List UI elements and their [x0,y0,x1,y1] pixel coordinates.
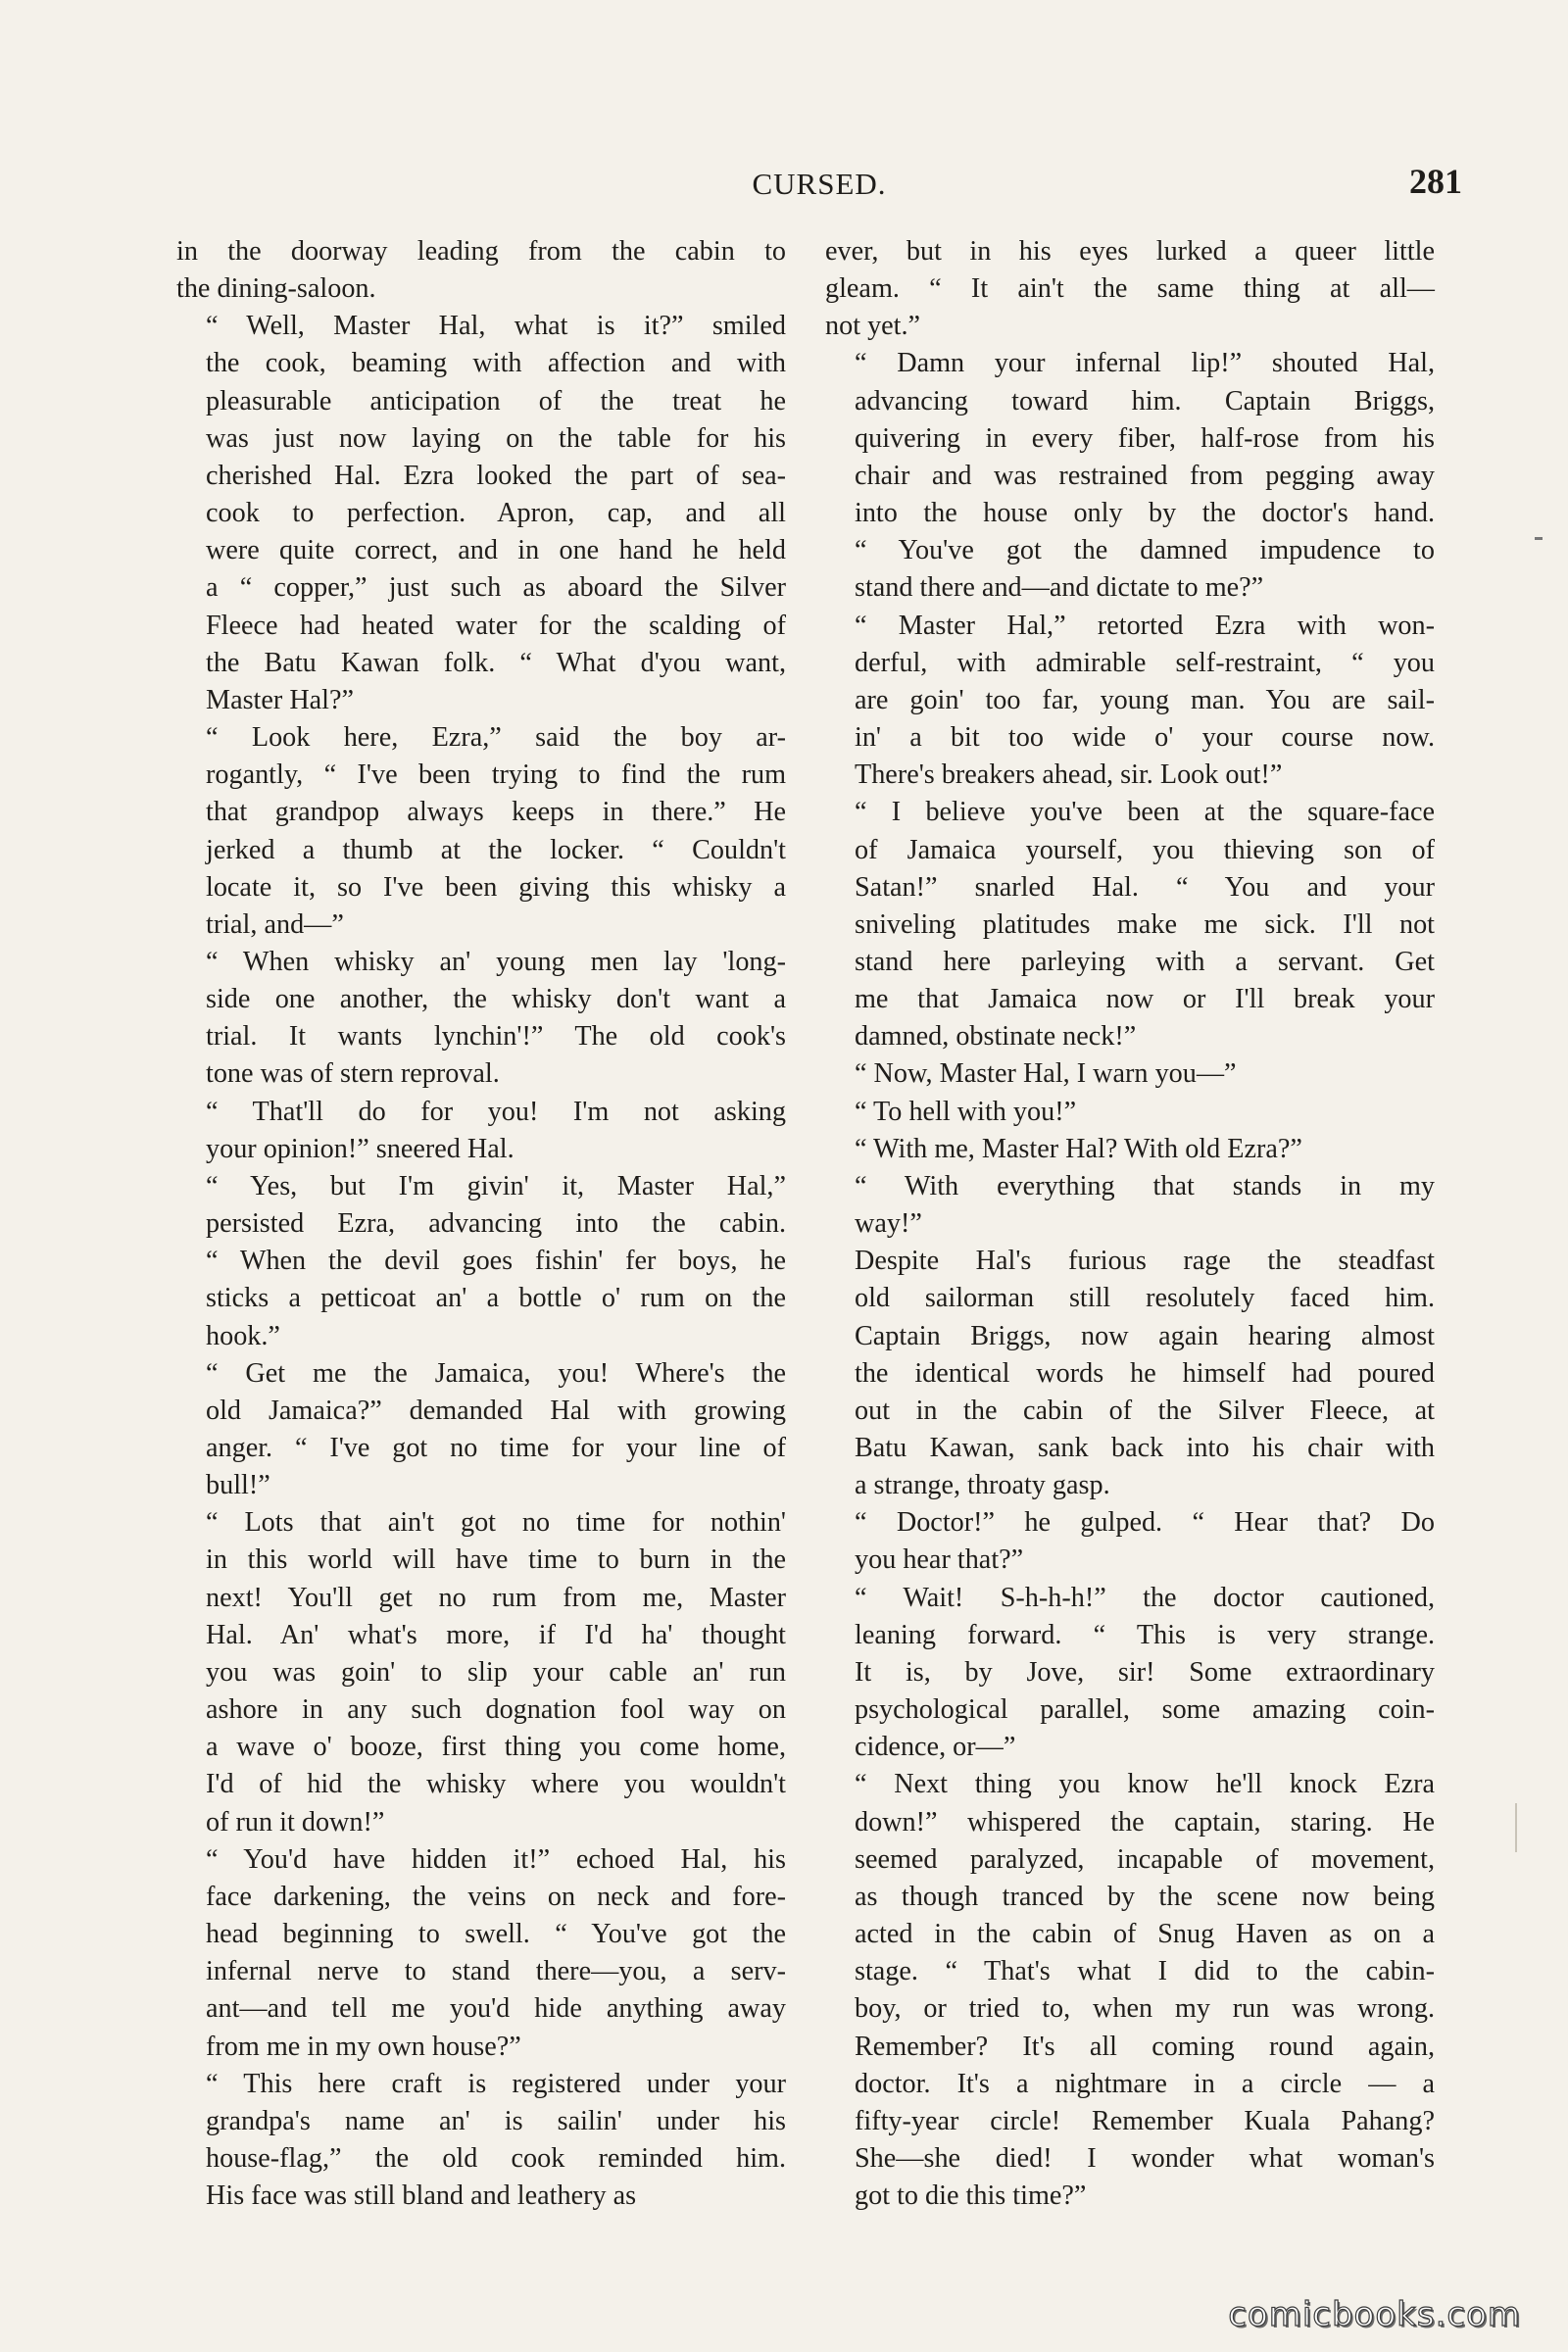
left-text-column [176,233,786,2215]
text-line: “ You've got the damned impudence to [855,535,1435,566]
paragraph [825,1243,1435,1504]
text-line: you was goin' to slip your cable an' run [206,1656,786,1688]
text-line: your opinion!” sneered Hal. [206,1133,514,1164]
text-line: persisted Ezra, advancing into the cabin. [206,1208,786,1240]
text-line: Captain Briggs, now again hearing almost [855,1320,1435,1351]
text-line: There's breakers ahead, sir. Look out!” [855,760,1283,791]
paragraph [825,1168,1435,1243]
text-line: “ Next thing you know he'll knock Ezra [855,1769,1435,1800]
paragraph [825,345,1435,607]
text-line: into the house only by the doctor's hand. [855,498,1435,529]
text-line: “ Get me the Jamaica, you! Where's the [206,1357,786,1389]
text-line: stand here parleying with a servant. Get [855,946,1435,977]
text-line: chair and was restrained from pegging away [855,460,1435,491]
text-line: cook to perfection. Apron, cap, and all [206,498,786,529]
text-line: She—she died! I wonder what woman's [855,2142,1435,2174]
text-line: “ Doctor!” he gulped. “ Hear that? Do [855,1507,1435,1539]
text-line: acted in the cabin of Snug Haven as on a [855,1919,1435,1950]
text-line: fifty-year circle! Remember Kuala Pahang? [855,2105,1435,2136]
text-line: Fleece had heated water for the scalding of [206,610,786,641]
text-line: “ That'll do for you! I'm not asking [206,1096,786,1127]
text-line: in' a bit too wide o' your course now. [855,722,1435,754]
text-line: got to die this time?” [855,2180,1087,2212]
watermark-logo: comicbooks.com [1228,2295,1521,2334]
paragraph [825,1094,1435,1131]
paragraph [176,1841,786,2066]
text-line: the Batu Kawan folk. “ What d'you want, [206,647,786,678]
text-line: old Jamaica?” demanded Hal with growing [206,1395,786,1426]
text-line: boy, or tried to, when my run was wrong. [855,1993,1435,2025]
text-line: quivering in every fiber, half-rose from his [855,422,1435,454]
text-line: “ Look here, Ezra,” said the boy ar- [206,722,786,754]
paragraph [176,1355,786,1505]
text-line: seemed paralyzed, incapable of movement, [855,1843,1435,1875]
text-line: stand there and—and dictate to me?” [855,572,1264,604]
text-line: are goin' too far, young man. You are sail- [855,684,1435,715]
text-line: that grandpop always keeps in there.” He [206,797,786,828]
text-line: leaning forward. “ This is very strange. [855,1619,1435,1650]
text-line: “ Well, Master Hal, what is it?” smiled [206,311,786,342]
paragraph [825,1131,1435,1168]
paragraph [825,1055,1435,1093]
text-line: I'd of hid the whisky where you wouldn't [206,1769,786,1800]
text-line: tone was of stern reproval. [206,1058,500,1090]
paragraph [176,2066,786,2216]
text-line: psychological parallel, some amazing coin- [855,1694,1435,1726]
text-line: the dining-saloon. [176,273,376,305]
text-line: rogantly, “ I've been trying to find the rum [206,760,786,791]
text-line: “ Yes, but I'm givin' it, Master Hal,” [206,1170,786,1201]
text-line: “ When whisky an' young men lay 'long- [206,946,786,977]
text-line: head beginning to swell. “ You've got the [206,1919,786,1950]
paragraph [825,608,1435,795]
paragraph [176,719,786,944]
paragraph [825,1580,1435,1767]
paragraph [825,1504,1435,1579]
text-line: ant—and tell me you'd hide anything away [206,1993,786,2025]
text-line: “ With me, Master Hal? With old Ezra?” [855,1133,1302,1164]
running-title: CURSED. [752,167,887,201]
text-line: house-flag,” the old cook reminded him. [206,2142,786,2174]
paragraph [176,233,786,308]
text-line: advancing toward him. Captain Briggs, [855,385,1435,416]
text-line: in this world will have time to burn in the [206,1544,786,1576]
text-line: not yet.” [825,311,921,342]
text-line: “ This here craft is registered under your [206,2068,786,2099]
paragraph [176,1094,786,1168]
text-line: cidence, or—” [855,1732,1016,1763]
text-line: way!” [855,1208,922,1240]
text-line: Satan!” snarled Hal. “ You and your [855,871,1435,903]
text-line: “ I believe you've been at the square-face [855,797,1435,828]
text-line: sticks a petticoat an' a bottle o' rum on the [206,1283,786,1314]
text-line: grandpa's name an' is sailin' under his [206,2105,786,2136]
paragraph [176,1168,786,1355]
text-line: “ Master Hal,” retorted Ezra with won- [855,610,1435,641]
text-line: old sailorman still resolutely faced him. [855,1283,1435,1314]
text-line: bull!” [206,1470,270,1501]
text-line: damned, obstinate neck!” [855,1021,1137,1053]
text-line: were quite correct, and in one hand he held [206,535,786,566]
text-line: cherished Hal. Ezra looked the part of sea- [206,460,786,491]
text-line: a wave o' booze, first thing you come home, [206,1732,786,1763]
text-line: “ Damn your infernal lip!” shouted Hal, [855,348,1435,379]
text-line: jerked a thumb at the locker. “ Couldn't [206,834,786,865]
text-line: pleasurable anticipation of the treat he [206,385,786,416]
paragraph [176,308,786,719]
text-line: derful, with admirable self-restraint, “ you [855,647,1435,678]
page-header [176,155,1462,214]
text-line: me that Jamaica now or I'll break your [855,984,1435,1015]
text-line: a strange, throaty gasp. [855,1470,1110,1501]
text-line: of Jamaica yourself, you thieving son of [855,834,1435,865]
text-line: “ Lots that ain't got no time for nothin' [206,1507,786,1539]
text-line: stage. “ That's what I did to the cabin- [855,1956,1435,1987]
text-line: trial, and—” [206,908,344,940]
text-line: “ Now, Master Hal, I warn you—” [855,1058,1237,1090]
page-number: 281 [1409,162,1462,201]
text-line: the cook, beaming with affection and with [206,348,786,379]
text-line: you hear that?” [855,1544,1024,1576]
text-line: in the doorway leading from the cabin to [176,236,786,267]
scan-mark [1535,537,1543,540]
text-line: “ With everything that stands in my [855,1170,1435,1201]
paragraph [176,944,786,1094]
text-line: Batu Kawan, sank back into his chair with [855,1433,1435,1463]
text-line: anger. “ I've got no time for your line of [206,1433,786,1463]
text-line: from me in my own house?” [206,2031,521,2062]
text-line: Despite Hal's furious rage the steadfast [855,1246,1435,1277]
text-line: Master Hal?” [206,684,355,715]
text-line: gleam. “ It ain't the same thing at all— [825,273,1435,305]
text-line: was just now laying on the table for his [206,422,786,454]
text-line: side one another, the whisky don't want a [206,984,786,1015]
text-line: “ Wait! S-h-h-h!” the doctor cautioned, [855,1582,1435,1613]
text-line: locate it, so I've been giving this whisky a [206,871,786,903]
paragraph [176,1504,786,1840]
right-text-column [825,233,1435,2215]
paragraph [825,233,1435,345]
text-line: of run it down!” [206,1806,385,1838]
text-line: trial. It wants lynchin'!” The old cook's [206,1021,786,1053]
text-line: Hal. An' what's more, if I'd ha' thought [206,1619,786,1650]
text-line: sniveling platitudes make me sick. I'll not [855,908,1435,940]
text-line: ashore in any such dognation fool way on [206,1694,786,1726]
text-line: “ You'd have hidden it!” echoed Hal, his [206,1843,786,1875]
text-line: the identical words he himself had poured [855,1357,1435,1389]
paragraph [825,794,1435,1055]
text-line: next! You'll get no rum from me, Master [206,1582,786,1613]
text-line: as though tranced by the scene now being [855,1881,1435,1912]
text-line: “ To hell with you!” [855,1096,1077,1127]
paragraph [825,1766,1435,2215]
text-line: ever, but in his eyes lurked a queer little [825,236,1435,267]
text-line: “ When the devil goes fishin' fer boys, he [206,1246,786,1277]
text-line: His face was still bland and leathery as [206,2180,637,2212]
text-line: It is, by Jove, sir! Some extraordinary [855,1656,1435,1688]
scan-edge-mark [1515,1803,1517,1852]
text-line: a “ copper,” just such as aboard the Silver [206,572,786,604]
text-line: doctor. It's a nightmare in a circle — a [855,2068,1435,2099]
text-line: down!” whispered the captain, staring. He [855,1806,1435,1838]
text-line: Remember? It's all coming round again, [855,2031,1435,2062]
text-line: infernal nerve to stand there—you, a serv- [206,1956,786,1987]
text-line: out in the cabin of the Silver Fleece, at [855,1395,1435,1426]
text-line: face darkening, the veins on neck and fore- [206,1881,786,1912]
text-line: hook.” [206,1320,280,1351]
